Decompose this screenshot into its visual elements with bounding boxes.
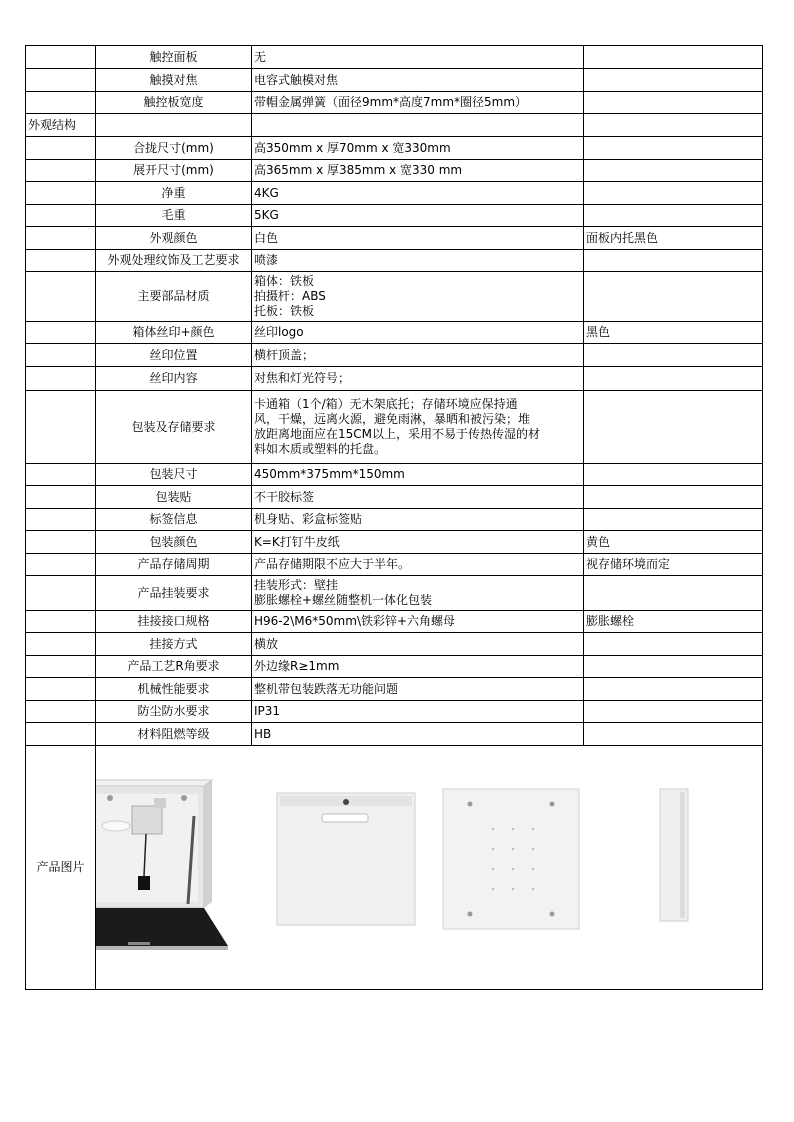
table-row	[26, 205, 763, 227]
note-cell: 黑色	[584, 322, 763, 344]
value-cell	[252, 633, 584, 656]
value-line: 白色	[254, 230, 279, 245]
value-cell	[252, 205, 584, 227]
note-cell	[584, 367, 763, 391]
note-cell: 视存储环境而定	[584, 554, 763, 576]
group-cell	[26, 46, 96, 69]
group-cell	[26, 344, 96, 367]
value-line: 带帽金属弹簧（面径9mm*高度7mm*圈径5mm）	[254, 95, 528, 109]
value-line: 外边缘R≥1mm	[254, 659, 340, 673]
item-cell: 丝印内容	[96, 367, 252, 391]
value-line: 箱体：铁板	[254, 274, 315, 288]
table-row	[26, 114, 763, 137]
value-cell	[252, 272, 584, 322]
closed-front-photo	[276, 792, 418, 928]
table-row	[26, 160, 763, 182]
value-cell	[252, 531, 584, 554]
value-line: 托板：铁板	[254, 304, 315, 318]
group-cell	[26, 92, 96, 114]
value-line: 电容式触模对焦	[254, 72, 339, 87]
value-line: 产品存储期限不应大于半年。	[254, 557, 411, 571]
value-cell	[252, 656, 584, 678]
value-cell	[252, 137, 584, 160]
table-row	[26, 678, 763, 701]
group-cell	[26, 633, 96, 656]
photo-cell	[96, 746, 763, 990]
table-row	[26, 701, 763, 723]
note-cell	[584, 486, 763, 509]
group-cell	[26, 531, 96, 554]
note-cell: 黄色	[584, 531, 763, 554]
value-line: 整机带包装跌落无功能问题	[254, 681, 399, 696]
note-cell	[584, 391, 763, 464]
group-cell	[26, 367, 96, 391]
group-cell	[26, 554, 96, 576]
table-row	[26, 531, 763, 554]
note-cell	[584, 464, 763, 486]
value-line: HB	[254, 726, 272, 741]
note-cell	[584, 205, 763, 227]
item-cell: 外观颜色	[96, 227, 252, 250]
note-cell	[584, 272, 763, 322]
table-row	[26, 367, 763, 391]
value-cell	[252, 391, 584, 464]
item-cell: 挂接接口规格	[96, 611, 252, 633]
value-line: 对焦和灯光符号；	[254, 371, 351, 385]
table-row	[26, 464, 763, 486]
note-cell	[584, 114, 763, 137]
group-cell	[26, 656, 96, 678]
item-cell	[96, 114, 252, 137]
value-line: 喷漆	[254, 253, 279, 267]
group-cell	[26, 678, 96, 701]
value-line: 卡通箱（1个/箱）无木架底托；存储环境应保持通	[254, 397, 518, 411]
note-cell	[584, 633, 763, 656]
table-row	[26, 656, 763, 678]
group-cell: 外观结构	[26, 114, 96, 137]
item-cell: 主要部品材质	[96, 272, 252, 322]
group-cell	[26, 723, 96, 746]
note-cell	[584, 656, 763, 678]
note-cell	[584, 92, 763, 114]
item-cell: 展开尺寸(mm)	[96, 160, 252, 182]
value-cell	[252, 227, 584, 250]
item-cell: 产品挂装要求	[96, 576, 252, 611]
table-row	[26, 46, 763, 69]
group-cell	[26, 509, 96, 531]
note-cell	[584, 576, 763, 611]
group-cell	[26, 486, 96, 509]
note-cell	[584, 137, 763, 160]
group-cell	[26, 69, 96, 92]
value-line: 膨胀螺栓+螺丝随整机一体化包装	[254, 593, 433, 607]
table-row	[26, 611, 763, 633]
value-line: 丝印logo	[254, 325, 304, 339]
item-cell: 净重	[96, 182, 252, 205]
value-line: 不干胶标签	[254, 489, 315, 504]
table-row	[26, 137, 763, 160]
table-row	[26, 227, 763, 250]
note-cell	[584, 723, 763, 746]
value-line: 横放	[254, 636, 279, 651]
value-line: 无	[254, 49, 267, 64]
group-cell	[26, 701, 96, 723]
value-cell	[252, 509, 584, 531]
group-cell	[26, 611, 96, 633]
item-cell: 产品工艺R角要求	[96, 656, 252, 678]
note-cell	[584, 160, 763, 182]
table-row	[26, 576, 763, 611]
table-row	[26, 322, 763, 344]
value-cell	[252, 322, 584, 344]
group-cell	[26, 182, 96, 205]
value-cell	[252, 367, 584, 391]
value-line: H96-2\M6*50mm\铁彩锌+六角螺母	[254, 614, 456, 628]
note-cell	[584, 182, 763, 205]
value-line: IP31	[254, 704, 281, 718]
item-cell: 箱体丝印+颜色	[96, 322, 252, 344]
item-cell: 包装颜色	[96, 531, 252, 554]
side-profile-photo	[658, 788, 692, 924]
item-cell: 丝印位置	[96, 344, 252, 367]
table-row	[26, 69, 763, 92]
item-cell: 挂接方式	[96, 633, 252, 656]
group-cell	[26, 272, 96, 322]
table-row	[26, 344, 763, 367]
note-cell: 膨胀螺栓	[584, 611, 763, 633]
value-line: 料如木质或塑料的托盘。	[254, 442, 387, 456]
group-cell	[26, 322, 96, 344]
value-cell	[252, 678, 584, 701]
table-row	[26, 509, 763, 531]
group-cell	[26, 250, 96, 272]
item-cell: 包装贴	[96, 486, 252, 509]
note-cell: 面板内托黑色	[584, 227, 763, 250]
item-cell: 包装及存储要求	[96, 391, 252, 464]
value-cell	[252, 554, 584, 576]
value-line: 横杆顶盖；	[254, 347, 315, 362]
value-line: 高350mm x 厚70mm x 宽330mm	[254, 140, 451, 155]
photo-row-label: 产品图片	[26, 746, 96, 990]
value-cell	[252, 701, 584, 723]
table-row	[26, 486, 763, 509]
group-cell	[26, 160, 96, 182]
value-cell	[252, 723, 584, 746]
group-cell	[26, 464, 96, 486]
spec-table	[25, 45, 763, 990]
item-cell: 产品存储周期	[96, 554, 252, 576]
item-cell: 机械性能要求	[96, 678, 252, 701]
value-line: 放距离地面应在15CM以上，采用不易于传热传湿的材	[254, 427, 541, 441]
table-row	[26, 391, 763, 464]
value-line: K=K打钉牛皮纸	[254, 534, 340, 549]
group-cell	[26, 227, 96, 250]
table-row	[26, 182, 763, 205]
photo-row	[26, 746, 763, 990]
table-row	[26, 250, 763, 272]
value-line: 机身贴、彩盒标签贴	[254, 512, 363, 526]
value-cell	[252, 92, 584, 114]
item-cell: 合拢尺寸(mm)	[96, 137, 252, 160]
value-cell	[252, 69, 584, 92]
value-cell	[252, 114, 584, 137]
value-cell	[252, 486, 584, 509]
value-line: 风，干燥，远离火源，避免雨淋，暴晒和被污染；堆	[254, 412, 531, 426]
table-row	[26, 554, 763, 576]
open-cabinet-photo	[96, 776, 269, 956]
note-cell	[584, 69, 763, 92]
value-line: 挂装形式：壁挂	[254, 578, 339, 592]
note-cell	[584, 46, 763, 69]
value-line: 拍摄杆：ABS	[254, 289, 326, 303]
value-line: 高365mm x 厚385mm x 宽330 mm	[254, 163, 463, 177]
back-panel-photo	[442, 788, 582, 932]
item-cell: 材料阻燃等级	[96, 723, 252, 746]
value-cell	[252, 160, 584, 182]
item-cell: 外观处理纹饰及工艺要求	[96, 250, 252, 272]
group-cell	[26, 391, 96, 464]
note-cell	[584, 701, 763, 723]
group-cell	[26, 137, 96, 160]
value-cell	[252, 611, 584, 633]
item-cell: 毛重	[96, 205, 252, 227]
item-cell: 包装尺寸	[96, 464, 252, 486]
value-cell	[252, 344, 584, 367]
value-cell	[252, 46, 584, 69]
note-cell	[584, 250, 763, 272]
table-row	[26, 723, 763, 746]
value-cell	[252, 464, 584, 486]
spec-table-body	[26, 46, 763, 990]
item-cell: 触控面板	[96, 46, 252, 69]
value-line: 4KG	[254, 185, 279, 200]
note-cell	[584, 509, 763, 531]
table-row	[26, 633, 763, 656]
table-row	[26, 272, 763, 322]
note-cell	[584, 678, 763, 701]
value-line: 5KG	[254, 208, 279, 222]
group-cell	[26, 205, 96, 227]
value-cell	[252, 250, 584, 272]
item-cell: 触摸对焦	[96, 69, 252, 92]
group-cell	[26, 576, 96, 611]
item-cell: 标签信息	[96, 509, 252, 531]
item-cell: 触控板宽度	[96, 92, 252, 114]
item-cell: 防尘防水要求	[96, 701, 252, 723]
value-cell	[252, 182, 584, 205]
value-cell	[252, 576, 584, 611]
note-cell	[584, 344, 763, 367]
value-line: 450mm*375mm*150mm	[254, 467, 405, 481]
table-row	[26, 92, 763, 114]
